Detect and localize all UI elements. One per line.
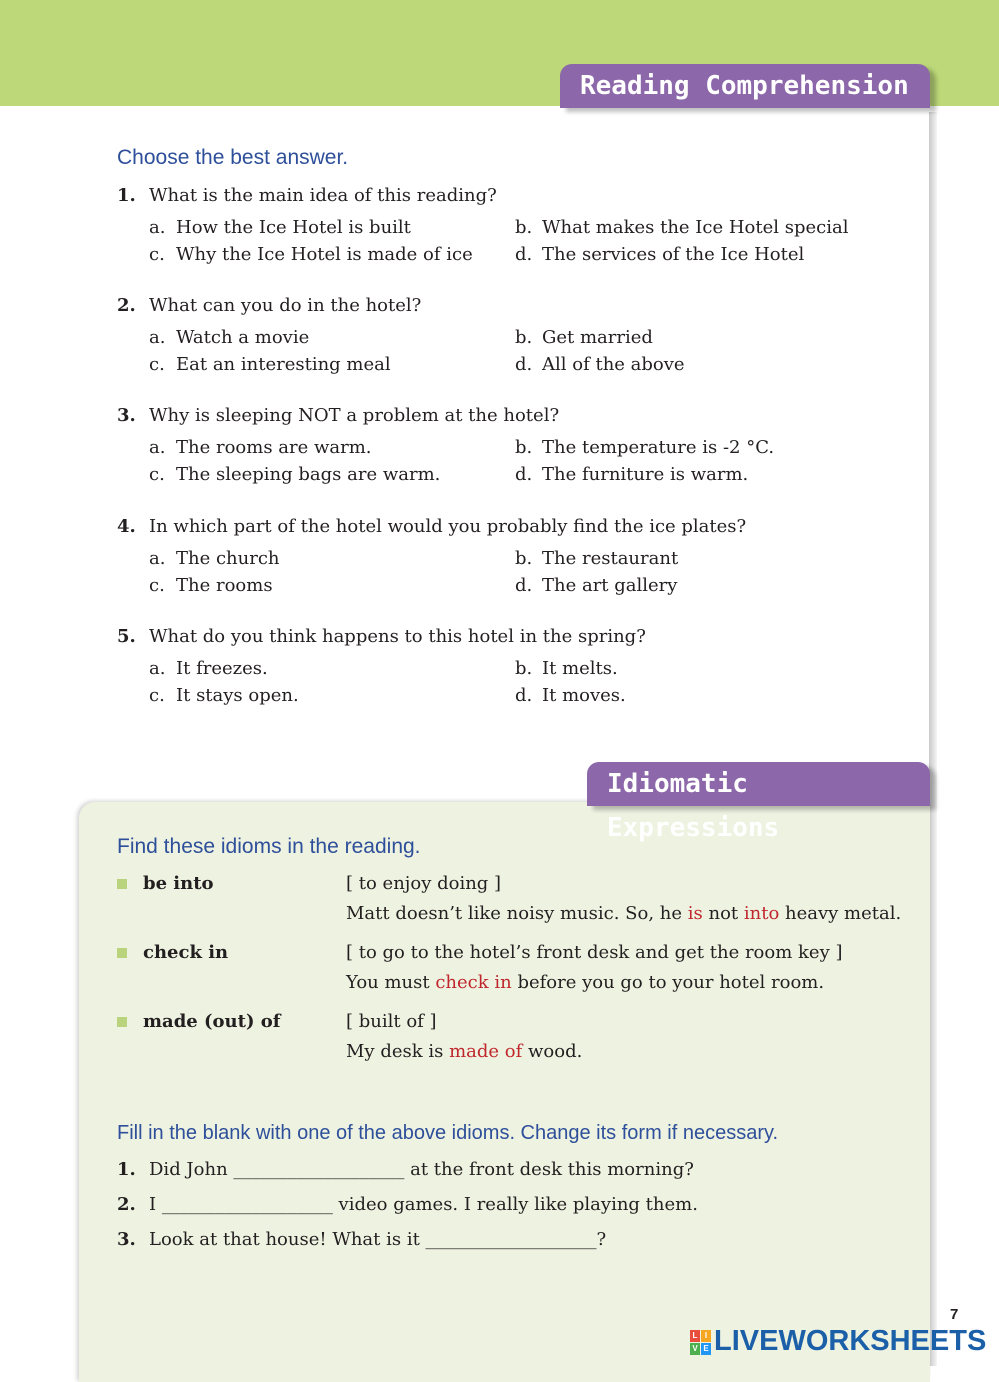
option-text: The church: [176, 548, 280, 569]
question-text: What is the main idea of this reading?: [149, 185, 497, 206]
question-text: What can you do in the hotel?: [149, 295, 422, 316]
question-text: What do you think happens to this hotel in the spring?: [149, 626, 646, 647]
idiom-term: check in: [143, 942, 229, 963]
idiom-definition: [ to enjoy doing ]: [346, 873, 502, 894]
option-letter: c.: [149, 575, 165, 596]
option-text: The art gallery: [542, 575, 678, 596]
option-text: Eat an interesting meal: [176, 354, 391, 375]
question-number: 1.: [117, 185, 136, 206]
option-text: The sleeping bags are warm.: [176, 464, 441, 485]
fill-text: Did John ___________________ at the front desk this morning?: [149, 1159, 694, 1180]
fill-instruction: Fill in the blank with one of the above idioms. Change its form if necessary.: [117, 1122, 779, 1144]
option-text: The rooms: [176, 575, 273, 596]
highlight: into: [743, 903, 780, 924]
option-letter: a.: [149, 658, 166, 679]
option-letter: a.: [149, 548, 166, 569]
idiom-example: My desk is made of wood.: [346, 1041, 583, 1062]
highlight: made of: [449, 1041, 523, 1062]
option-letter: d.: [515, 575, 533, 596]
idiom-term: be into: [143, 873, 214, 894]
idiom-definition: [ built of ]: [346, 1011, 437, 1032]
option-text: What makes the Ice Hotel special: [542, 217, 849, 238]
option-letter: c.: [149, 464, 165, 485]
logo-grid-icon: L I V E: [690, 1330, 712, 1356]
fill-text: Look at that house! What is it ___________________?: [149, 1229, 607, 1250]
question-number: 3.: [117, 405, 136, 426]
option-text: The furniture is warm.: [542, 464, 749, 485]
idioms-instruction: Find these idioms in the reading.: [117, 835, 421, 858]
reading-comprehension-tab: Reading Comprehension: [560, 64, 930, 108]
option-text: The restaurant: [542, 548, 679, 569]
idiomatic-expressions-tab: Idiomatic Expressions: [587, 762, 930, 806]
fill-number: 3.: [117, 1229, 136, 1250]
liveworksheets-logo: [690, 1326, 990, 1360]
question-number: 2.: [117, 295, 136, 316]
option-letter: a.: [149, 217, 166, 238]
idiom-term: made (out) of: [143, 1011, 281, 1032]
option-letter: b.: [515, 217, 533, 238]
option-text: How the Ice Hotel is built: [176, 217, 411, 238]
option-text: It stays open.: [176, 685, 299, 706]
fill-number: 2.: [117, 1194, 136, 1215]
highlight: is: [687, 903, 703, 924]
option-text: Watch a movie: [176, 327, 310, 348]
option-text: The services of the Ice Hotel: [542, 244, 805, 265]
page-edge-shadow: [929, 112, 937, 1366]
option-text: It freezes.: [176, 658, 268, 679]
option-letter: b.: [515, 548, 533, 569]
option-text: It moves.: [542, 685, 626, 706]
option-letter: a.: [149, 327, 166, 348]
idiom-example: Matt doesn’t like noisy music. So, he is not into heavy metal.: [346, 903, 902, 924]
option-text: Why the Ice Hotel is made of ice: [176, 244, 473, 265]
option-letter: c.: [149, 244, 165, 265]
option-letter: d.: [515, 464, 533, 485]
option-text: It melts.: [542, 658, 618, 679]
option-text: The temperature is -2 °C.: [542, 437, 775, 458]
option-letter: b.: [515, 437, 533, 458]
option-letter: d.: [515, 354, 533, 375]
option-text: The rooms are warm.: [176, 437, 372, 458]
option-text: All of the above: [542, 354, 685, 375]
option-letter: b.: [515, 327, 533, 348]
option-letter: c.: [149, 354, 165, 375]
option-letter: b.: [515, 658, 533, 679]
option-text: Get married: [542, 327, 653, 348]
option-letter: c.: [149, 685, 165, 706]
comprehension-instruction: Choose the best answer.: [117, 146, 349, 169]
question-text: In which part of the hotel would you probably find the ice plates?: [149, 516, 747, 537]
option-letter: a.: [149, 437, 166, 458]
bullet-icon: [117, 1017, 127, 1027]
idiom-example: You must check in before you go to your hotel room.: [346, 972, 825, 993]
question-text: Why is sleeping NOT a problem at the hotel?: [149, 405, 560, 426]
bullet-icon: [117, 879, 127, 889]
logo-text: LIVEWORKSHEETS: [714, 1325, 987, 1357]
option-letter: d.: [515, 685, 533, 706]
question-number: 5.: [117, 626, 136, 647]
idiom-definition: [ to go to the hotel’s front desk and get the room key ]: [346, 942, 843, 963]
option-letter: d.: [515, 244, 533, 265]
highlight: check in: [435, 972, 512, 993]
fill-number: 1.: [117, 1159, 136, 1180]
page-number: 7: [950, 1306, 959, 1323]
bullet-icon: [117, 948, 127, 958]
question-number: 4.: [117, 516, 136, 537]
fill-text: I ___________________ video games. I really like playing them.: [149, 1194, 698, 1215]
